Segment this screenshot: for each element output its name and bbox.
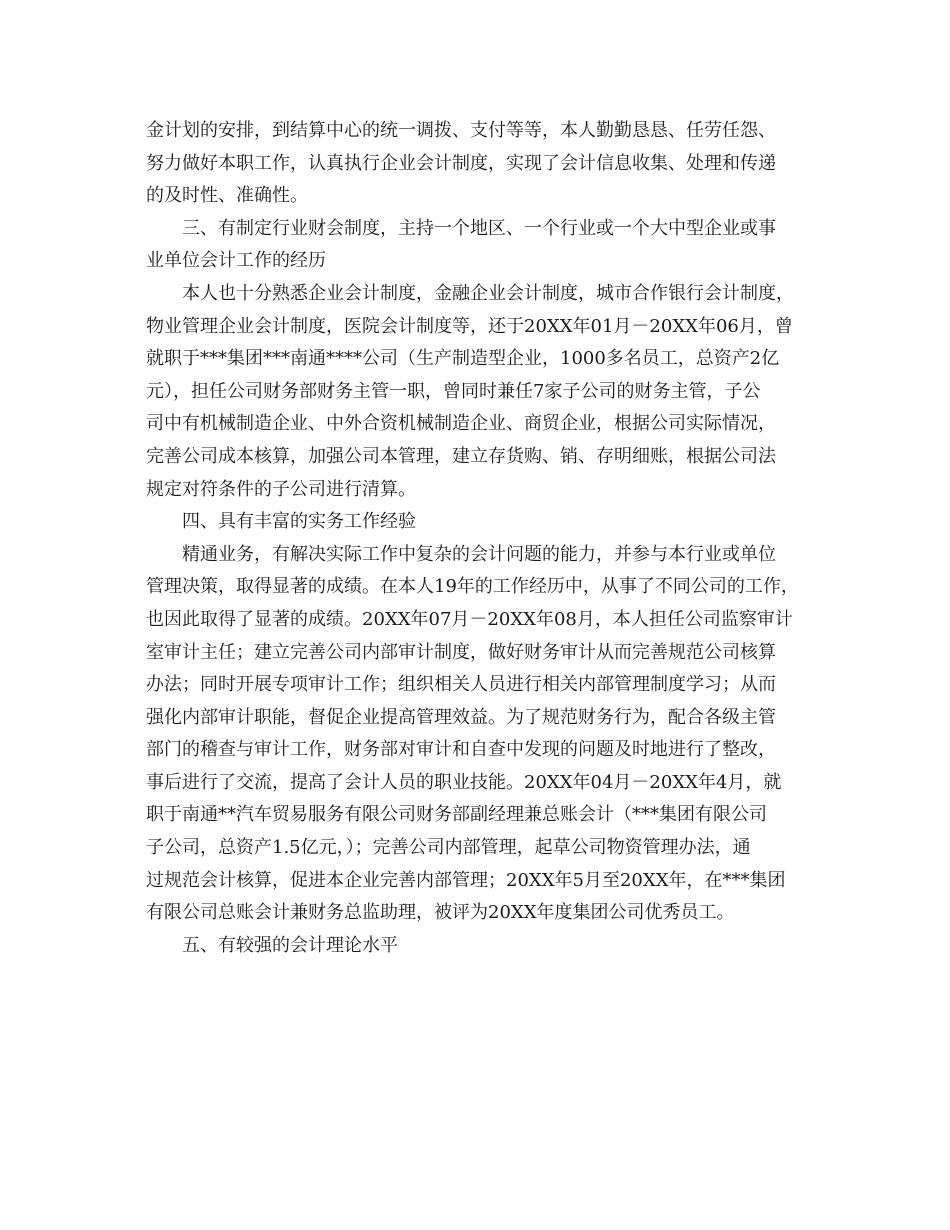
text-line: 物业管理企业会计制度，医院会计制度等，还于20XX年01月－20XX年06月，曾	[146, 315, 793, 337]
document-body	[146, 115, 826, 962]
text-line: 子公司，总资产1.5亿元，）；完善公司内部管理，起草公司物资管理办法，通	[146, 837, 751, 859]
text-line: 有限公司总账会计兼财务总监助理，被评为20XX年度集团公司优秀员工。	[146, 902, 735, 924]
text-line: 过规范会计核算，促进本企业完善内部管理；20XX年5月至20XX年，在***集团	[146, 869, 786, 891]
text-line: 管理决策，取得显著的成绩。在本人19年的工作经历中，从事了不同公司的工作，	[146, 576, 799, 598]
text-line: 五、有较强的会计理论水平	[182, 934, 398, 956]
text-line: 本人也十分熟悉企业会计制度，金融企业会计制度，城市合作银行会计制度，	[182, 282, 794, 304]
text-line: 室审计主任；建立完善公司内部审计制度，做好财务审计从而完善规范公司核算	[146, 641, 776, 663]
text-line: 也因此取得了显著的成绩。20XX年07月－20XX年08月，本人担任公司监察审计	[146, 608, 793, 630]
text-line: 三、有制定行业财会制度，主持一个地区、一个行业或一个大中型企业或事	[182, 217, 776, 239]
text-line: 完善公司成本核算，加强公司本管理，建立存货购、销、存明细账，根据公司法	[146, 445, 776, 467]
text-line: 精通业务，有解决实际工作中复杂的会计问题的能力，并参与本行业或单位	[182, 543, 776, 565]
text-line: 部门的稽查与审计工作，财务部对审计和自查中发现的问题及时地进行了整改，	[146, 739, 776, 761]
text-line: 职于南通**汽车贸易服务有限公司财务部副经理兼总账会计（***集团有限公司	[146, 804, 767, 826]
text-line: 元），担任公司财务部财务主管一职，曾同时兼任7家子公司的财务主管，子公	[146, 380, 761, 402]
text-line: 办法；同时开展专项审计工作；组织相关人员进行相关内部管理制度学习；从而	[146, 674, 776, 696]
text-line: 努力做好本职工作，认真执行企业会计制度，实现了会计信息收集、处理和传递	[146, 152, 776, 174]
text-line: 业单位会计工作的经历	[146, 250, 326, 272]
text-line: 事后进行了交流，提高了会计人员的职业技能。20XX年04月－20XX年4月，就	[146, 771, 782, 793]
text-line: 四、具有丰富的实务工作经验	[182, 511, 416, 533]
text-line: 的及时性、准确性。	[146, 185, 308, 207]
text-line: 金计划的安排，到结算中心的统一调拨、支付等等，本人勤勤恳恳、任劳任怨、	[146, 120, 776, 141]
text-line: 就职于***集团***南通****公司（生产制造型企业，1000多名员工，总资产2亿	[146, 348, 780, 370]
text-line: 规定对符条件的子公司进行清算。	[146, 478, 416, 500]
text-line: 司中有机械制造企业、中外合资机械制造企业、商贸企业，根据公司实际情况，	[146, 413, 776, 435]
text-line: 强化内部审计职能，督促企业提高管理效益。为了规范财务行为，配合各级主管	[146, 706, 776, 728]
